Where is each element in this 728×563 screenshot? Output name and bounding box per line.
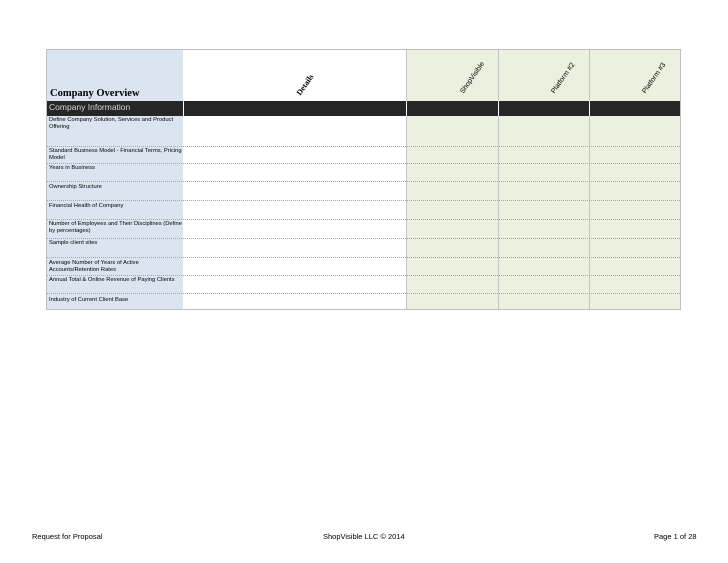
table-row [47, 239, 680, 258]
footer-left: Request for Proposal [32, 532, 103, 541]
table-row [47, 294, 680, 309]
row-label: Average Number of Years of Active Accounts/Retention Rates [49, 260, 139, 273]
footer-center: ShopVisible LLC © 2014 [323, 532, 405, 541]
header-details: Details [294, 72, 316, 97]
row-label: Industry of Current Client Base [49, 297, 129, 303]
rfp-table [46, 49, 681, 310]
table-row [47, 276, 680, 294]
footer-page-number: Page 1 of 28 [654, 532, 697, 541]
header-shopvisible: ShopVisible [459, 60, 487, 95]
table-title: Company Overview [50, 88, 140, 99]
row-label: Define Company Solution, Services and Product Offering [49, 117, 174, 130]
row-label: Number of Employees and Their Disciplines (Define by percentages) [49, 221, 182, 234]
header-platform-2: Platform #2 [550, 61, 577, 95]
row-label: Years in Business [49, 165, 95, 171]
row-label: Sample client sites [49, 240, 98, 246]
table-row [47, 182, 680, 201]
table-row [47, 147, 680, 164]
table-row [47, 258, 680, 276]
table-row [47, 164, 680, 182]
table-row [47, 201, 680, 220]
row-label: Ownership Structure [49, 184, 102, 190]
row-label: Standard Business Model - Financial Terms, Pricing Model [49, 148, 182, 161]
section-header [47, 101, 680, 116]
row-label: Annual Total & Online Revenue of Paying Clients [49, 277, 175, 283]
header-platform-3: Platform #3 [641, 61, 668, 95]
row-label: Financial Health of Company [49, 203, 124, 209]
section-label: Company Information [49, 102, 131, 112]
table-row [47, 116, 680, 147]
table-row [47, 220, 680, 239]
